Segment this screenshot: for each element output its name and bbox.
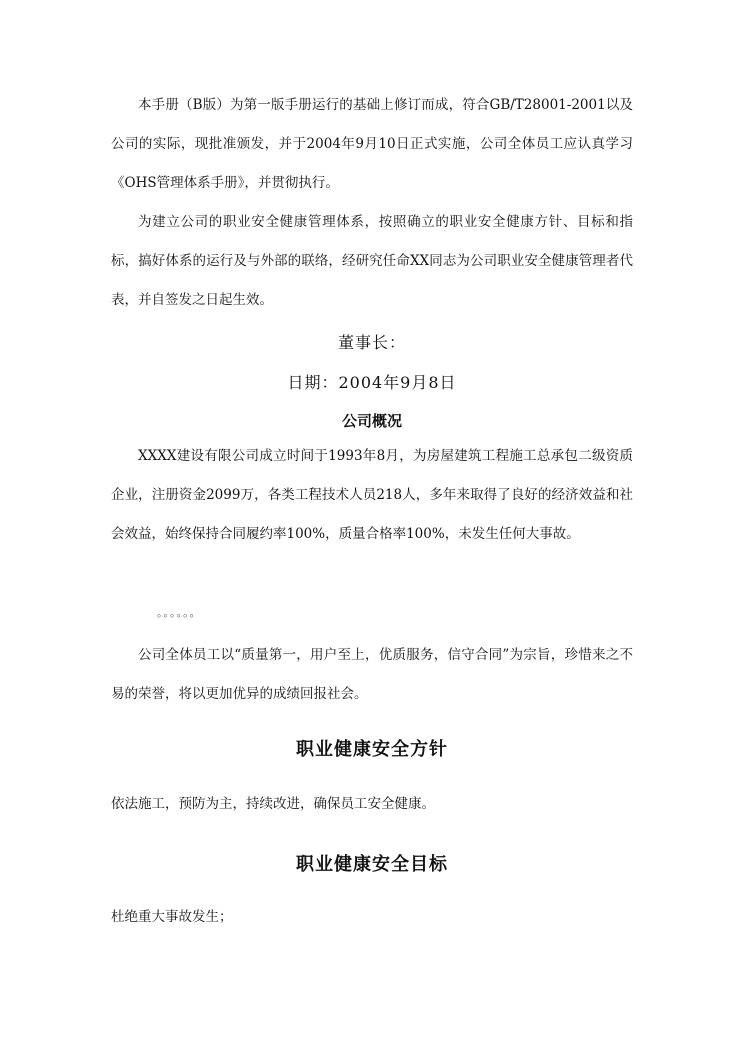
policy-heading: 职业健康安全方针 xyxy=(296,739,448,760)
signature-date: 日期：2004年9月8日 xyxy=(287,373,457,392)
ellipsis-text: 。。。。。。 xyxy=(157,606,202,619)
objectives-heading: 职业健康安全目标 xyxy=(296,854,448,875)
company-paragraph-1: XXXX建设有限公司成立时间于1993年8月，为房屋建筑工程施工总承包二级资质企业，注册资金2099万，各类工程技术人员218人，多年来取得了良好的经济效益和社会效益，始终保持合同履约率100%，质量合格率100%，未发生任何大事故。 xyxy=(111,448,633,542)
objectives-text: 杜绝重大事故发生； xyxy=(111,909,233,925)
company-heading: 公司概况 xyxy=(341,412,402,430)
signature-line: 董事长： xyxy=(337,333,406,352)
policy-text: 依法施工，预防为主，持续改进，确保员工安全健康。 xyxy=(111,796,435,812)
preface-paragraph-1: 本手册（B版）为第一版手册运行的基础上修订而成，符合GB/T28001-2001以及公司的实际，现批准颁发，并于2004年9月10日正式实施，公司全体员工应认真学习《OHS管理体系手册》，并贯彻执行。 xyxy=(111,97,633,191)
preface-paragraph-2: 为建立公司的职业安全健康管理体系，按照确立的职业安全健康方针、目标和指标，搞好体系的运行及与外部的联络，经研究任命XX同志为公司职业安全健康管理者代表，并自签发之日起生效。 xyxy=(111,214,633,308)
company-paragraph-2: 公司全体员工以“质量第一，用户至上，优质服务，信守合同”为宗旨，珍惜来之不易的荣誉，将以更加优异的成绩回报社会。 xyxy=(111,647,633,702)
